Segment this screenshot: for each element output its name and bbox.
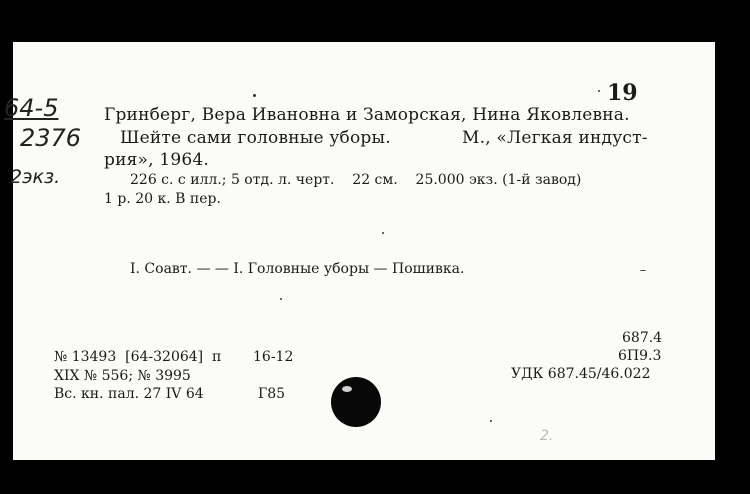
punch-hole-highlight (342, 386, 352, 392)
handwritten-number: 2376 (20, 124, 82, 152)
registry-line-1: № 13493 [64-32064] п (54, 349, 222, 365)
udc-code: УДК 687.45/46.022 (511, 366, 651, 382)
handwritten-shelfmark: 64-5 (4, 94, 59, 122)
scan-speck (382, 232, 384, 234)
publisher-year: рия», 1964. (104, 150, 210, 170)
publisher-line: М., «Легкая индуст- (462, 128, 648, 148)
card-number: 19 (607, 80, 638, 106)
author-line: Гринберг, Вера Ивановна и Заморская, Нина Яковлевна. (104, 105, 630, 125)
classification-1: 687.4 (622, 330, 663, 346)
punch-hole (331, 377, 381, 427)
faint-stamp: 2. (540, 428, 554, 444)
scan-speck (598, 90, 600, 92)
handwritten-copies: 2экз. (10, 166, 61, 188)
scan-speck (253, 94, 256, 97)
registry-line-1-code: 16-12 (253, 349, 294, 365)
price-line: 1 р. 20 к. В пер. (104, 191, 221, 207)
scan-border-right (715, 42, 750, 460)
registry-line-3-code: Г85 (258, 386, 286, 402)
classification-2: 6П9.3 (618, 348, 662, 364)
title-line: Шейте сами головные уборы. (120, 128, 391, 148)
scan-speck (640, 270, 646, 271)
registry-line-3: Вс. кн. пал. 27 IV 64 (54, 386, 204, 402)
physical-description: 226 с. с илл.; 5 отд. л. черт. 22 см. 25.000 экз. (1-й завод) (130, 172, 582, 188)
scan-speck (490, 420, 492, 422)
registry-line-2: XIX № 556; № 3995 (54, 368, 191, 384)
tracing-line: I. Соавт. — — I. Головные уборы — Пошивка. (130, 261, 465, 277)
scan-speck (280, 298, 282, 300)
